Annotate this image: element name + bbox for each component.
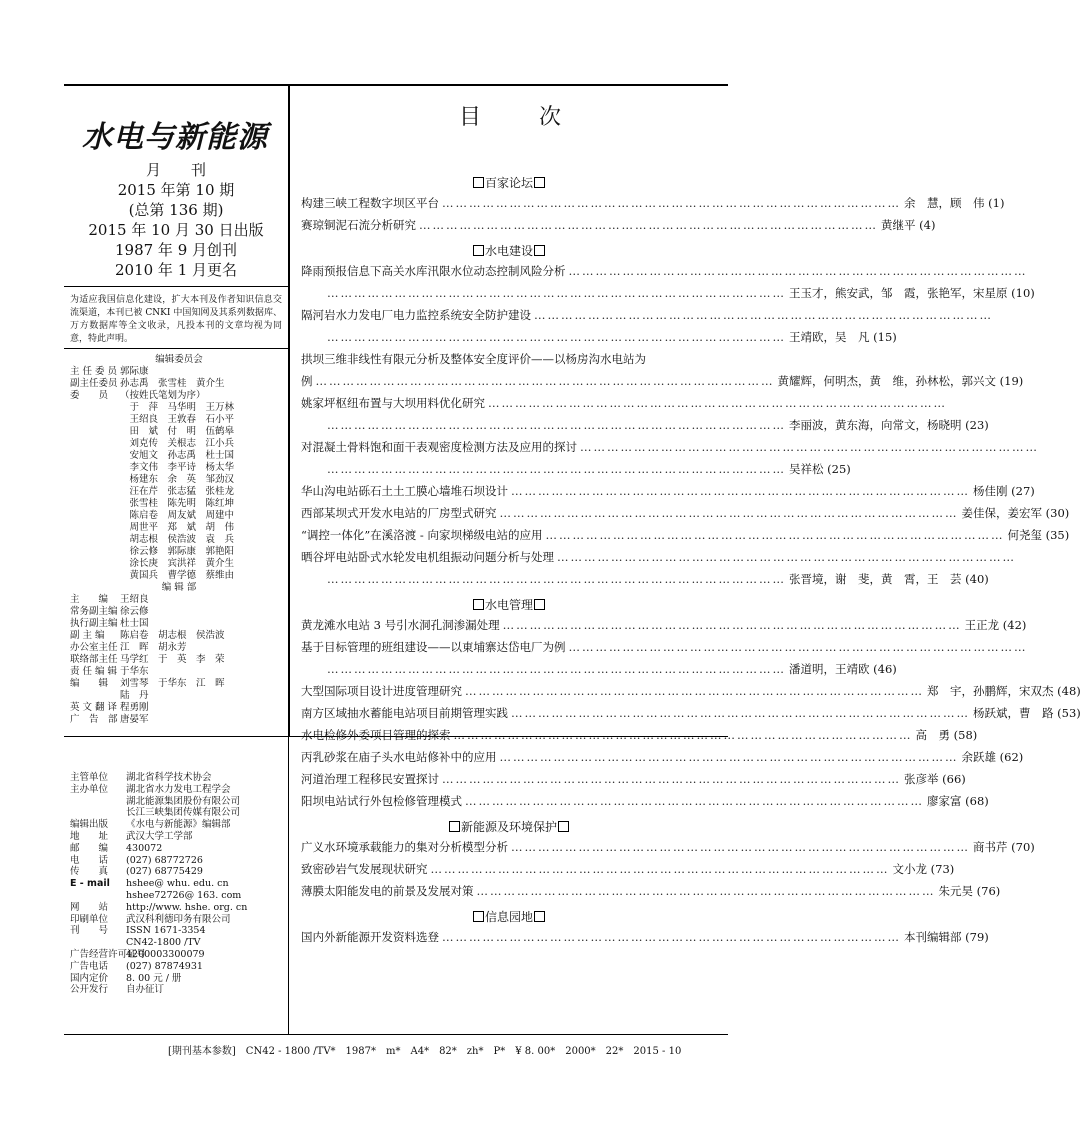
article-title: 对混凝土骨料饱和面干表观密度检测方法及应用的探讨: [301, 440, 577, 454]
dept-staff-row: [70, 666, 288, 678]
editorial-board: [70, 354, 288, 726]
publisher-row: [70, 961, 288, 973]
leader-dots: …………………………………………………………………………………………: [327, 330, 786, 344]
row-label: [70, 890, 126, 902]
journal-parameters: [期刊基本参数] CN42 - 1800 /TV* 1987* m* A4* 82* zh* P* ¥ 8. 00* 2000* 22* 2015 - 10: [168, 1046, 682, 1057]
row-label: 电 话: [70, 854, 109, 866]
issue-line: 1987 年 9 月创刊: [114, 241, 238, 259]
leader-dots: …………………………………………………………………………………………: [511, 484, 970, 498]
article-title: 降雨预报信息下高关水库汛限水位动态控制风险分析: [301, 264, 566, 278]
article-title: 薄膜太阳能发电的前景及发展对策: [301, 884, 474, 898]
row-value: 唐晏军: [120, 714, 149, 725]
dept-staff-row: [70, 678, 288, 690]
section-name: 水电管理: [484, 598, 533, 612]
row-label: [70, 414, 120, 426]
row-label: 印刷单位: [70, 913, 109, 925]
row-label: 地 址: [70, 830, 109, 842]
dept-staff-row: [70, 606, 288, 618]
board-member-row: [70, 414, 288, 426]
article-title: 丙乳砂浆在庙子头水电站修补中的应用: [301, 750, 497, 764]
publisher-row: [70, 819, 288, 831]
row-label: 邮 编: [70, 842, 109, 854]
row-value: 武汉大学工学部: [126, 830, 193, 842]
board-member-row: [70, 438, 288, 450]
leader-dots: …………………………………………………………………………………………: [442, 772, 901, 786]
board-member-row: [70, 450, 288, 462]
row-value: 江 晖 胡永芳: [120, 642, 187, 653]
toc-entry[interactable]: [301, 480, 1035, 502]
board-member-row: [70, 486, 288, 498]
toc-entry[interactable]: [301, 724, 978, 746]
article-authors-page: 王玉才，熊安武，邹 霞，张艳军，宋星原 (10): [789, 286, 1035, 300]
toc-entry[interactable]: [301, 392, 989, 436]
publisher-row: [70, 937, 288, 949]
row-label: 广告经营许可证号: [70, 948, 147, 960]
leader-dots: …………………………………………………………………………………………: [419, 218, 878, 232]
row-value: 徐云修 郭际康 郭艳阳: [120, 546, 235, 557]
left-rule-2: [64, 348, 288, 349]
section-name: 信息园地: [484, 910, 533, 924]
row-value: 自办征订: [126, 984, 165, 996]
row-label: [70, 570, 120, 582]
article-title: 国内外新能源开发资料选登: [301, 930, 439, 944]
square-bracket-icon: [534, 599, 545, 610]
leader-dots: …………………………………………………………………………………………: [511, 706, 970, 720]
dept-staff-row: [70, 654, 288, 666]
publisher-row: [70, 855, 288, 867]
leader-dots: …………………………………………………………………………………………: [557, 550, 1016, 564]
board-member-row: [70, 366, 288, 378]
article-authors-page: 文小龙 (73): [892, 862, 955, 876]
bottom-left-divider: [288, 737, 289, 1034]
article-title: 西部某坝式开发水电站的厂房型式研究: [301, 506, 497, 520]
row-value: 湖北省科学技术协会: [126, 772, 212, 783]
row-label: [70, 474, 120, 486]
row-value: （按姓氏笔划为序）: [120, 390, 206, 401]
article-authors-page: 高 勇 (58): [915, 728, 978, 742]
issue-line: 2010 年 1 月更名: [114, 261, 238, 279]
dept-staff-row: [70, 702, 288, 714]
row-label: 广告电话: [70, 960, 109, 972]
row-value: 长江三峡集团传媒有限公司: [126, 807, 241, 819]
row-value: 杨建东 余 英 邹劲汉: [120, 474, 235, 485]
square-bracket-icon: [473, 911, 484, 922]
row-value: 张雪桂 陈先明 陈红坤: [120, 498, 235, 509]
article-title: 广义水环境承载能力的集对分析模型分析: [301, 840, 508, 854]
board-member-row: [70, 462, 288, 474]
toc-entry[interactable]: [301, 790, 989, 812]
row-value: 陈启卷 胡志根 侯浩波: [120, 630, 225, 641]
row-label: 编 辑: [70, 678, 109, 689]
row-label: 主管单位: [70, 772, 109, 783]
publisher-row: [70, 878, 288, 890]
publisher-row: [70, 902, 288, 914]
row-value: 430072: [126, 842, 163, 854]
leader-dots: …………………………………………………………………………………………: [568, 640, 1028, 654]
left-rule-1: [64, 286, 288, 287]
toc-section-heading: [301, 818, 717, 836]
row-value: 徐云修: [120, 606, 149, 617]
leader-dots: …………………………………………………………………………………………: [315, 374, 775, 388]
toc-entry[interactable]: [301, 436, 1039, 480]
toc-entry[interactable]: [301, 746, 1024, 768]
copyright-notice: 为适应我国信息化建设，扩大本刊及作者知识信息交流渠道，本刊已被 CNKI 中国知网及其系列数据库、万方数据库等全文收录，凡投本刊的文章均视为同意，特此声明。: [70, 295, 282, 344]
row-value: http://www. hshe. org. cn: [126, 901, 248, 913]
publisher-row: [70, 772, 288, 784]
leader-dots: …………………………………………………………………………………………: [511, 840, 970, 854]
row-label: 办公室主任: [70, 642, 118, 653]
row-value: 郭际康: [120, 366, 149, 377]
publisher-row: [70, 843, 288, 855]
column-divider: [288, 84, 290, 737]
row-label: [70, 534, 120, 546]
row-value: 湖北能源集团股份有限公司: [126, 795, 241, 807]
row-label: [70, 522, 120, 534]
publisher-row: [70, 914, 288, 926]
square-bracket-icon: [473, 177, 484, 188]
row-label: [70, 796, 126, 808]
publisher-row: [70, 984, 288, 996]
article-title: 水电检修外委项目管理的探索: [301, 728, 451, 742]
row-label: [70, 498, 120, 510]
row-label: [70, 558, 120, 570]
publisher-row: [70, 925, 288, 937]
board-member-row: [70, 498, 288, 510]
row-value: 于华东: [120, 666, 149, 677]
square-bracket-icon: [473, 245, 484, 256]
row-label: 编辑出版: [70, 819, 109, 831]
row-label: 责 任 编 辑: [70, 666, 118, 677]
row-value: 王绍良 王敦春 石小平: [120, 414, 235, 425]
article-authors-page: 本刊编辑部 (79): [904, 930, 989, 944]
publisher-row: [70, 796, 288, 808]
row-value: CN42-1800 /TV: [126, 937, 201, 949]
leader-dots: …………………………………………………………………………………………: [534, 308, 993, 322]
row-value: hshee@ whu. edu. cn: [126, 878, 229, 890]
article-authors-page: 朱元昊 (76): [938, 884, 1001, 898]
article-title: 隔河岩水力发电厂电力监控系统安全防护建设: [301, 308, 531, 322]
article-title: 基于目标管理的班组建设——以東埔寨达岱电厂为例: [301, 640, 566, 654]
board-member-row: [70, 522, 288, 534]
square-bracket-icon: [534, 245, 545, 256]
leader-dots: …………………………………………………………………………………………: [499, 506, 959, 520]
article-title: 拱坝三维非线性有限元分析及整体安全度评价——以杨房沟水电站为: [301, 352, 646, 366]
leader-dots: …………………………………………………………………………………………: [327, 286, 786, 300]
issue-line: 2015 年 10 月 30 日出版: [88, 221, 264, 239]
toc-entry[interactable]: [301, 260, 1035, 304]
article-authors-page: 姜佳保，姜宏军 (30): [961, 506, 1070, 520]
publisher-row: [70, 890, 288, 902]
row-value: 涂长庚 宾洪祥 黄介生: [120, 558, 235, 569]
article-authors-page: 黄继平 (4): [881, 218, 936, 232]
toc-section-heading: [301, 596, 717, 614]
toc-title: 目次: [458, 105, 619, 130]
toc-entry[interactable]: [301, 836, 1035, 858]
board-member-row: [70, 426, 288, 438]
row-value: 武汉科利德印务有限公司: [126, 913, 231, 925]
leader-dots: …………………………………………………………………………………………: [476, 884, 936, 898]
row-value: 陆 丹: [120, 690, 149, 701]
row-value: 程勇刚: [120, 702, 149, 713]
row-label: [70, 486, 120, 498]
section-name: 百家论坛: [484, 176, 533, 190]
publisher-row: [70, 831, 288, 843]
article-title: 致密砂岩气发展现状研究: [301, 862, 428, 876]
article-authors-page: 郑 宇，孙鹏辉，宋双杰 (48): [927, 684, 1081, 698]
dept-staff-row: [70, 594, 288, 606]
row-value: (027) 68772726: [126, 854, 203, 866]
row-value: 黄国兵 曹学德 蔡维由: [120, 570, 235, 581]
row-label: 传 真: [70, 866, 109, 878]
row-label: 联络部主任: [70, 654, 118, 665]
toc-section-heading: [301, 242, 717, 260]
row-label: 副主任委员: [70, 378, 118, 389]
article-title: 河道治理工程移民安置探讨: [301, 772, 439, 786]
leader-dots: …………………………………………………………………………………………: [488, 396, 947, 410]
row-value: (027) 87874931: [126, 960, 203, 972]
board-member-row: [70, 474, 288, 486]
frame-top-rule: [64, 84, 728, 86]
article-authors-page: 何尧玺 (35): [1007, 528, 1070, 542]
publisher-row: [70, 949, 288, 961]
article-authors-page: 杨佳刚 (27): [973, 484, 1035, 498]
board-member-row: [70, 510, 288, 522]
row-value: 胡志根 侯浩波 袁 兵: [120, 534, 235, 545]
row-label: [70, 546, 120, 558]
article-title-cont: 例: [301, 374, 313, 388]
toc-entry[interactable]: [301, 880, 1001, 902]
toc-entry[interactable]: [301, 702, 1081, 724]
row-value: hshee72726@ 163. com: [126, 889, 242, 901]
row-label: [70, 426, 120, 438]
row-value: 孙志禹 张雪桂 黄介生: [120, 378, 225, 389]
dept-heading: 编 辑 部: [161, 582, 197, 593]
square-bracket-icon: [473, 599, 484, 610]
issue-line: (总第 136 期): [128, 201, 224, 219]
row-label: [70, 510, 120, 522]
row-label: [70, 462, 120, 474]
row-value: 汪在芹 张志猛 张桂龙: [120, 486, 235, 497]
journal-logo: 水电与新能源: [82, 120, 268, 155]
square-bracket-icon: [534, 911, 545, 922]
row-label: 副 主 编: [70, 630, 105, 641]
square-bracket-icon: [534, 177, 545, 188]
row-label: E - mail: [70, 878, 110, 890]
board-member-row: [70, 570, 288, 582]
article-title: 构建三峡工程数字坝区平台: [301, 196, 439, 210]
dept-staff-row: [70, 630, 288, 642]
article-title: 晒谷坪电站卧式水轮发电机组振动问题分析与处理: [301, 550, 554, 564]
toc-entry[interactable]: [301, 524, 1070, 546]
article-title: 赛琼铜泥石流分析研究: [301, 218, 416, 232]
article-authors-page: 王靖欧，吴 凡 (15): [789, 330, 897, 344]
leader-dots: …………………………………………………………………………………………: [580, 440, 1039, 454]
row-label: 广 告 部: [70, 714, 118, 725]
square-bracket-icon: [558, 821, 569, 832]
section-name: 新能源及环境保护: [460, 820, 557, 834]
toc-section-heading: [301, 908, 717, 926]
publisher-row: [70, 973, 288, 985]
toc-entry[interactable]: [301, 546, 1016, 590]
toc-entry[interactable]: [301, 680, 1081, 702]
publisher-row: [70, 807, 288, 819]
row-value: 马学红 于 英 李 荣: [120, 654, 225, 665]
leader-dots: …………………………………………………………………………………………: [327, 572, 786, 586]
article-authors-page: 余跃雄 (62): [961, 750, 1024, 764]
article-authors-page: 李丽波，黄东海，向常文，杨晓明 (23): [789, 418, 989, 432]
footer-rule: [64, 1034, 728, 1035]
toc-entry[interactable]: [301, 858, 955, 880]
board-member-row: [70, 402, 288, 414]
toc-entry[interactable]: [301, 348, 1024, 392]
dept-staff-row: [70, 618, 288, 630]
row-label: 网 站: [70, 901, 109, 913]
article-authors-page: 吴祥松 (25): [789, 462, 851, 476]
toc-section-heading: [301, 174, 717, 192]
row-label: 执行副主编: [70, 618, 118, 629]
article-title: 华山沟电站砾石土土工膜心墙堆石坝设计: [301, 484, 508, 498]
article-authors-page: 黄耀辉，何明杰，黄 维，孙林松，郭兴文 (19): [777, 374, 1024, 388]
dept-staff-row: [70, 690, 288, 702]
toc-entry[interactable]: [301, 636, 1028, 680]
row-value: ISSN 1671-3354: [126, 925, 206, 937]
row-label: 英 文 翻 译: [70, 702, 118, 713]
toc-entry[interactable]: [301, 502, 1070, 524]
row-value: 刘雪琴 于华东 江 晖: [120, 678, 225, 689]
dept-staff-row: [70, 714, 288, 726]
section-name: 水电建设: [484, 244, 533, 258]
row-value: 湖北省水力发电工程学会: [126, 783, 231, 795]
row-value: 王绍良: [120, 594, 149, 605]
leader-dots: …………………………………………………………………………………………: [430, 862, 890, 876]
row-value: 田 斌 付 明 伍鹤皋: [120, 426, 235, 437]
article-title: 黄龙滩水电站 3 号引水洞孔洞渗漏处理: [301, 618, 500, 632]
article-authors-page: 杨跃斌，曹 路 (53): [973, 706, 1081, 720]
toc-entry[interactable]: [301, 214, 936, 236]
publisher-info: [70, 772, 288, 996]
publisher-row: [70, 866, 288, 878]
row-value: 8. 00 元 / 册: [126, 972, 182, 984]
toc-entry[interactable]: [301, 614, 1027, 636]
square-bracket-icon: [449, 821, 460, 832]
board-member-row: [70, 378, 288, 390]
row-label: 主 编: [70, 594, 109, 605]
issue-line: 月 刊: [145, 161, 206, 179]
leader-dots: …………………………………………………………………………………………: [442, 196, 901, 210]
board-member-row: [70, 558, 288, 570]
row-label: [70, 402, 120, 414]
toc-entry[interactable]: [301, 926, 989, 948]
board-member-row: [70, 534, 288, 546]
leader-dots: …………………………………………………………………………………………: [327, 462, 786, 476]
toc-entry[interactable]: [301, 768, 966, 790]
row-label: [70, 450, 120, 462]
table-of-contents: [301, 168, 1081, 948]
toc-entry[interactable]: [301, 192, 1005, 214]
row-label: 公开发行: [70, 984, 109, 996]
issue-line: 2015 年第 10 期: [117, 181, 235, 199]
row-value: (027) 68775429: [126, 866, 203, 878]
row-value: 陈启卷 周友斌 周建中: [120, 510, 235, 521]
leader-dots: …………………………………………………………………………………………: [465, 684, 924, 698]
article-title: 姚家坪枢纽布置与大坝用料优化研究: [301, 396, 485, 410]
article-authors-page: 张彦举 (66): [904, 772, 966, 786]
article-authors-page: 商书芹 (70): [973, 840, 1035, 854]
row-label: 主 任 委 员: [70, 366, 118, 377]
article-title: 阳坝电站试行外包检修管理模式: [301, 794, 462, 808]
leader-dots: …………………………………………………………………………………………: [465, 794, 924, 808]
board-member-row: [70, 546, 288, 558]
dept-staff-row: [70, 642, 288, 654]
toc-entry[interactable]: [301, 304, 993, 348]
article-title: 大型国际项目设计进度管理研究: [301, 684, 462, 698]
row-label: [70, 690, 120, 702]
leader-dots: …………………………………………………………………………………………: [327, 662, 786, 676]
row-label: 刊 号: [70, 925, 109, 937]
row-label: [70, 937, 126, 949]
leader-dots: …………………………………………………………………………………………: [499, 750, 959, 764]
row-label: [70, 438, 120, 450]
leader-dots: …………………………………………………………………………………………: [442, 930, 901, 944]
leader-dots: …………………………………………………………………………………………: [545, 528, 1005, 542]
row-label: 常务副主编: [70, 606, 118, 617]
row-value: 周世平 郑 斌 胡 伟: [120, 522, 235, 533]
article-authors-page: 廖家富 (68): [927, 794, 989, 808]
row-label: 国内定价: [70, 972, 109, 984]
article-authors-page: 张晋境，谢 斐，黄 霄，王 芸 (40): [789, 572, 989, 586]
article-authors-page: 余 慧，顾 伟 (1): [904, 196, 1005, 210]
row-value: 于 萍 马华明 王万林: [120, 402, 235, 413]
row-value: 杜士国: [120, 618, 149, 629]
publisher-row: [70, 784, 288, 796]
row-value: 《水电与新能源》编辑部: [126, 819, 231, 831]
leader-dots: …………………………………………………………………………………………: [568, 264, 1028, 278]
row-value: 李文伟 李平诗 杨太华: [120, 462, 235, 473]
board-heading: 编辑委员会: [155, 354, 203, 365]
leader-dots: …………………………………………………………………………………………: [502, 618, 962, 632]
article-title: “调控一体化”在溪洛渡 - 向家坝梯级电站的应用: [301, 528, 543, 542]
article-authors-page: 王正龙 (42): [964, 618, 1027, 632]
row-value: 刘克传 关根志 江小兵: [120, 438, 235, 449]
leader-dots: …………………………………………………………………………………………: [453, 728, 913, 742]
row-label: 主办单位: [70, 783, 109, 795]
row-label: [70, 807, 126, 819]
article-authors-page: 潘道明，王靖欧 (46): [789, 662, 897, 676]
leader-dots: …………………………………………………………………………………………: [327, 418, 786, 432]
row-value: 安旭文 孙志禹 杜士国: [120, 450, 235, 461]
article-title: 南方区域抽水蓄能电站项目前期管理实践: [301, 706, 508, 720]
row-label: 委 员: [70, 390, 109, 401]
row-value: 4200003300079: [126, 948, 205, 960]
board-member-row: [70, 390, 288, 402]
